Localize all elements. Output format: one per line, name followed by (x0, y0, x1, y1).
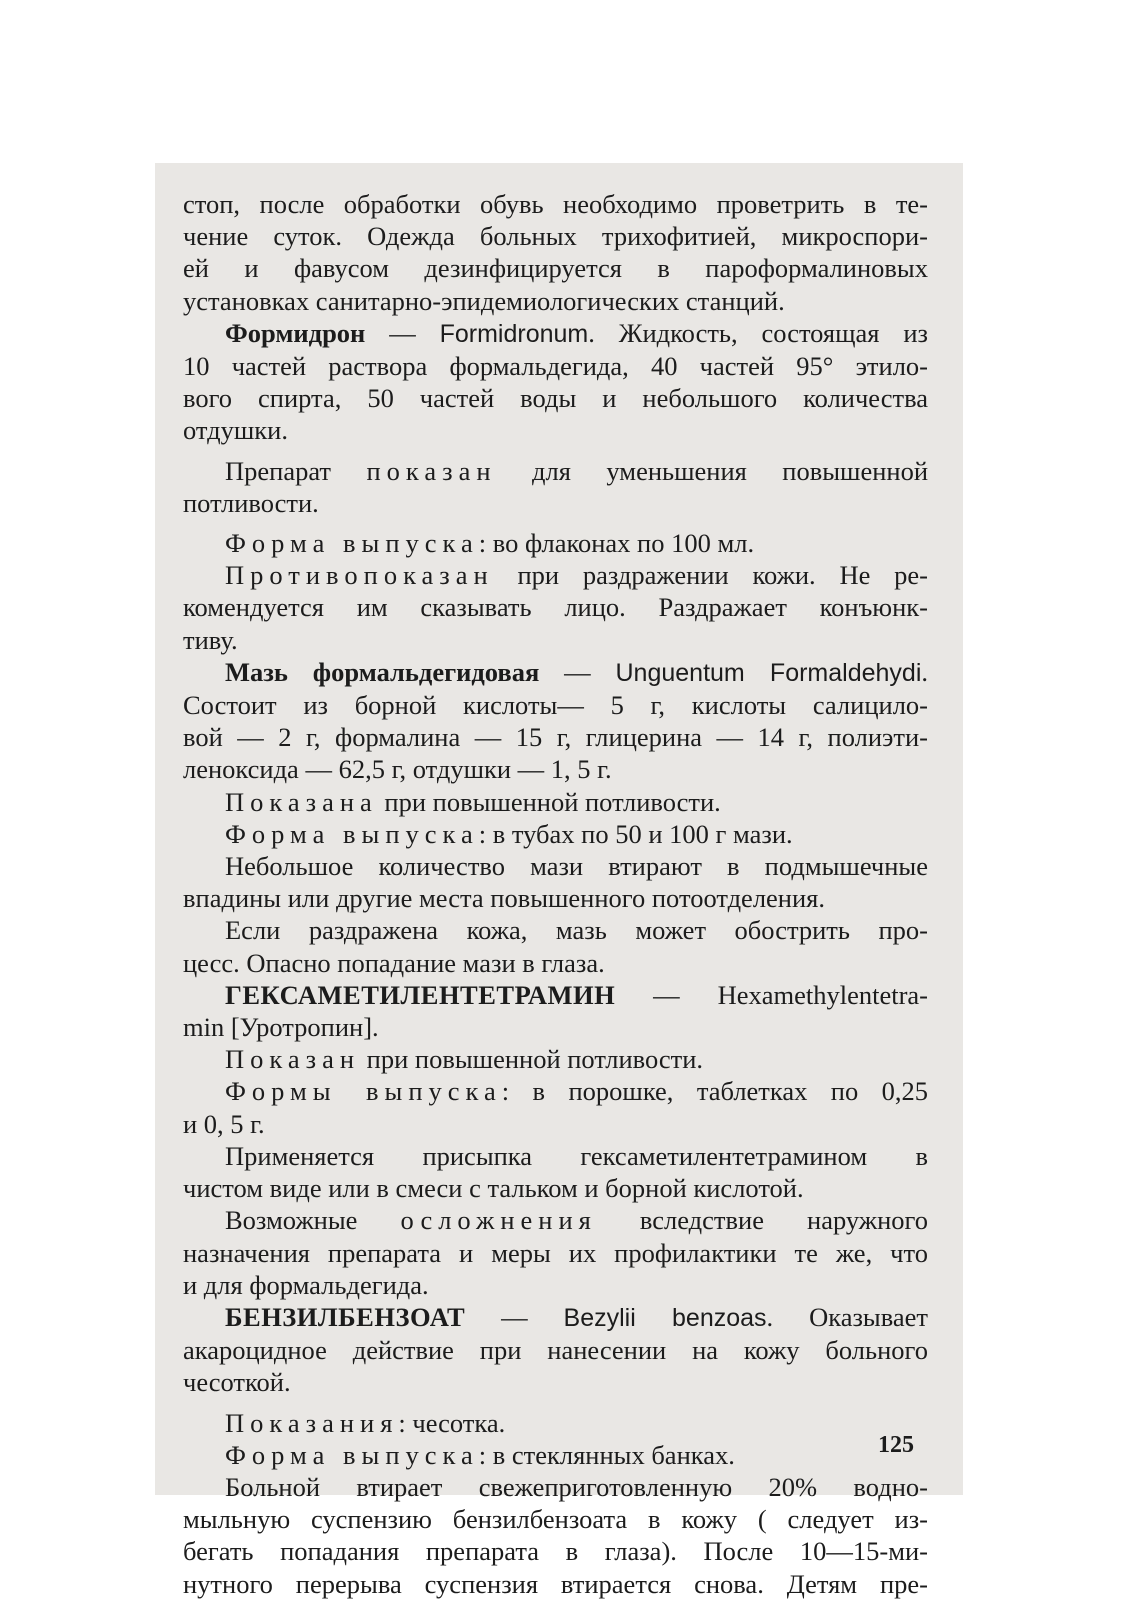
text-line (183, 1237, 928, 1269)
text-line (183, 786, 928, 818)
text-run: — (365, 317, 440, 348)
text-run: и для формальдегида. (183, 1269, 429, 1300)
latin-name: Unguentum Formaldehydi (615, 658, 922, 687)
text-line (183, 285, 928, 317)
entry-heading: Мазь формальдегидовая (225, 656, 540, 687)
text-line (183, 753, 928, 785)
page-text (183, 188, 928, 1600)
text-run: Применяется присыпка гексаметилентетрамином в (225, 1140, 928, 1171)
text-run: отдушки. (183, 415, 288, 446)
text-line (183, 1334, 928, 1366)
spaced-term: Форма выпуска (225, 528, 479, 559)
text-run: вой — 2 г, формалина — 15 г, глицерина — 14 г, полиэти- (183, 722, 928, 753)
spaced-term: Противопоказан (225, 560, 494, 591)
latin-name: Formidronum (439, 319, 589, 348)
text-line (183, 1535, 928, 1567)
text-line (183, 1301, 928, 1334)
text-run: и 0, 5 г. (183, 1108, 265, 1139)
text-run: назначения препарата и меры их профилактики те же, что (183, 1237, 928, 1268)
text-line (183, 252, 928, 284)
spaced-term: Показания (225, 1407, 399, 1438)
text-run: тиву. (183, 624, 238, 655)
text-run: впадины или другие места повышенного потоотделения. (183, 883, 825, 914)
spaced-term: Показана (225, 786, 378, 817)
text-line (183, 979, 928, 1011)
text-run: для уменьшения повышенной (496, 455, 928, 486)
text-line (183, 1439, 928, 1471)
text-line (183, 1172, 928, 1204)
text-line (183, 1407, 928, 1439)
text-run: при повышенной потливости. (360, 1044, 704, 1075)
entry-heading: БЕНЗИЛБЕНЗОАТ (225, 1301, 466, 1332)
entry-heading: Формидрон (225, 317, 366, 348)
text-line (183, 1108, 928, 1140)
text-run: — Hexamethylentetra- (615, 979, 928, 1010)
text-run: Если раздражена кожа, мазь может обострить про- (225, 915, 928, 946)
text-line (183, 527, 928, 559)
text-run: : в тубах по 50 и 100 г мази. (478, 818, 793, 849)
text-line (183, 1043, 928, 1075)
text-line (183, 656, 928, 689)
text-run: Возможные (225, 1205, 401, 1236)
latin-name: Bezylii benzoas (563, 1303, 767, 1332)
text-run: : в стеклянных банках. (478, 1439, 735, 1470)
text-run: Препарат (225, 455, 367, 486)
spaced-term: Форма выпуска (225, 818, 479, 849)
text-run: . Оказывает (766, 1301, 928, 1332)
text-run: чение суток. Одежда больных трихофитией, микроспори- (183, 221, 928, 252)
spaced-term: Формы выпуска (225, 1076, 502, 1107)
text-run: : во флаконах по 100 мл. (478, 528, 755, 559)
text-line (183, 414, 928, 446)
text-run: : в порошке, таблетках по 0,25 (501, 1076, 929, 1107)
text-run: акароцидное действие при нанесении на кожу больного (183, 1335, 928, 1366)
text-run: при раздражении кожи. Не ре- (493, 560, 928, 591)
text-line (183, 382, 928, 414)
text-run: нутного перерыва суспензия втирается снова. Детям пре- (183, 1568, 928, 1599)
text-run: вого спирта, 50 частей воды и небольшого количества (183, 383, 928, 414)
text-line (183, 1366, 928, 1398)
text-run: цесс. Опасно попадание мази в глаза. (183, 947, 605, 978)
text-run: чесоткой. (183, 1367, 291, 1398)
text-line (183, 1471, 928, 1503)
text-line (183, 818, 928, 850)
text-line (183, 1140, 928, 1172)
text-line (183, 1011, 928, 1043)
text-line (183, 591, 928, 623)
text-run: Больной втирает свежеприготовленную 20% водно- (225, 1471, 928, 1502)
text-run: : чесотка. (398, 1407, 506, 1438)
text-line (183, 487, 928, 519)
text-run: чистом виде или в смеси с тальком и борной кислотой. (183, 1173, 804, 1204)
entry-heading: ГЕКСАМЕТИЛЕНТЕТРАМИН (225, 979, 616, 1010)
text-line (183, 947, 928, 979)
text-line (183, 455, 928, 487)
text-run: комендуется им сказывать лицо. Раздражает конъюнк- (183, 592, 928, 623)
text-run: вследствие наружного (596, 1205, 928, 1236)
page-number: 125 (878, 1432, 914, 1458)
text-run: — (465, 1301, 564, 1332)
text-line (183, 1269, 928, 1301)
text-run: ей и фавусом дезинфицируется в пароформалиновых (183, 253, 928, 284)
text-line (183, 1075, 928, 1107)
text-line (183, 559, 928, 591)
text-run: леноксида — 62,5 г, отдушки — 1, 5 г. (183, 754, 612, 785)
text-run: установках санитарно-эпидемиологических станций. (183, 285, 785, 316)
text-line (183, 350, 928, 382)
text-run: при повышенной потливости. (377, 786, 721, 817)
text-line (183, 721, 928, 753)
text-line (183, 188, 928, 220)
text-run: мыльную суспензию бензилбензоата в кожу ( следует из- (183, 1504, 928, 1535)
text-line (183, 850, 928, 882)
spaced-term: показан (366, 455, 497, 486)
spaced-term: Показан (225, 1044, 361, 1075)
spaced-term: Форма выпуска (225, 1439, 479, 1470)
text-run: — (539, 656, 616, 687)
text-line (183, 220, 928, 252)
text-line (183, 1204, 928, 1236)
text-line (183, 882, 928, 914)
text-run: бегать попадания препарата в глаза). После 10—15-ми- (183, 1536, 928, 1567)
text-line (183, 914, 928, 946)
spaced-term: осложнения (400, 1205, 597, 1236)
text-line (183, 1503, 928, 1535)
text-run: Небольшое количество мази втирают в подмышечные (225, 851, 928, 882)
text-run: потливости. (183, 487, 319, 518)
text-line (183, 689, 928, 721)
text-run: . Жидкость, состоящая из (588, 317, 928, 348)
text-line (183, 317, 928, 350)
text-run: 10 частей раствора формальдегида, 40 частей 95° этило- (183, 351, 928, 382)
text-line (183, 624, 928, 656)
text-line (183, 1568, 928, 1600)
text-run: . (921, 656, 928, 687)
text-run: стоп, после обработки обувь необходимо проветрить в те- (183, 189, 928, 219)
text-run: Состоит из борной кислоты— 5 г, кислоты салицило- (183, 690, 928, 721)
text-run: min [Уротропин]. (183, 1012, 379, 1043)
